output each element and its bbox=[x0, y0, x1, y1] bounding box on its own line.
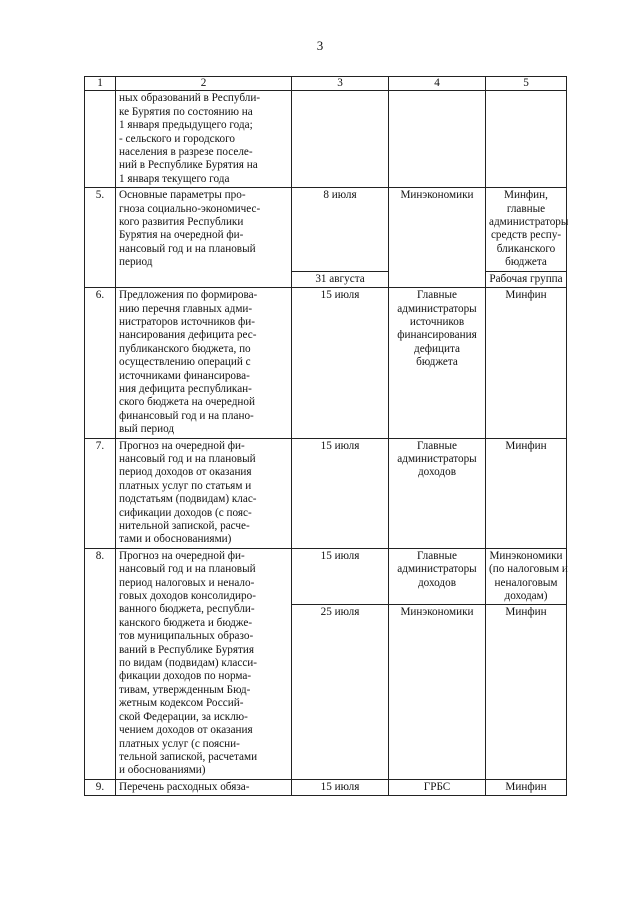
row-recipient: Минфин bbox=[486, 438, 567, 548]
desc-line: Прогноз на очередной фи- bbox=[119, 439, 245, 452]
row-responsible bbox=[389, 91, 486, 188]
desc-line: финансовый год и на плано- bbox=[119, 409, 254, 422]
desc-line: сификации доходов (с пояс- bbox=[119, 506, 252, 519]
desc-line: нистраторов источников фи- bbox=[119, 315, 255, 328]
row-responsible bbox=[389, 438, 486, 548]
desc-line: подстатьям (подвидам) клас- bbox=[119, 493, 257, 506]
header-cell-5: 5 bbox=[486, 77, 567, 91]
desc-line: ванного бюджета, республи- bbox=[119, 603, 255, 616]
desc-line: период доходов от оказания bbox=[119, 466, 252, 479]
row-date: 8 июля bbox=[292, 188, 389, 271]
row-description bbox=[116, 779, 292, 795]
recipient-line: бюджета bbox=[505, 256, 547, 269]
table-row-5 bbox=[85, 188, 567, 271]
desc-line: Основные параметры про- bbox=[119, 189, 246, 202]
header-row bbox=[85, 77, 567, 91]
desc-line: нансовый год и на плановый bbox=[119, 242, 256, 255]
table-row-continuation bbox=[85, 91, 567, 188]
row-recipient: Рабочая группа bbox=[486, 271, 567, 287]
responsible-line: администраторы bbox=[397, 452, 477, 465]
desc-line: платных услуг по статьям и bbox=[119, 479, 252, 492]
table-row-8 bbox=[85, 548, 567, 605]
responsible-line: администраторы bbox=[397, 302, 477, 315]
desc-line: источниками финансирова- bbox=[119, 369, 250, 382]
table-row-6 bbox=[85, 288, 567, 438]
page-number: 3 bbox=[316, 38, 324, 53]
responsible-line: Главные bbox=[417, 289, 457, 302]
row-date: 15 июля bbox=[292, 438, 389, 548]
header-cell-4: 4 bbox=[389, 77, 486, 91]
desc-line: ке Бурятия по состоянию на bbox=[119, 105, 253, 118]
desc-line: - сельского и городского bbox=[119, 132, 235, 145]
desc-line: нансовый год и на плановый bbox=[119, 563, 256, 576]
header-cell-3: 3 bbox=[292, 77, 389, 91]
desc-line: публиканского бюджета, по bbox=[119, 342, 251, 355]
row-number: 8. bbox=[85, 548, 116, 779]
row-date: 25 июля bbox=[292, 605, 389, 779]
desc-line: период bbox=[119, 256, 153, 269]
desc-line: вый период bbox=[119, 423, 175, 436]
desc-line: 1 января текущего года bbox=[119, 172, 230, 185]
desc-line: ской Федерации, за исклю- bbox=[119, 710, 248, 723]
desc-line: ния дефицита республикан- bbox=[119, 382, 252, 395]
recipient-line: Минэкономики bbox=[489, 549, 563, 562]
desc-line: нию перечня главных адми- bbox=[119, 302, 253, 315]
responsible-line: Главные bbox=[417, 549, 457, 562]
row-date: 15 июля bbox=[292, 779, 389, 795]
desc-line: тивам, утвержденным Бюд- bbox=[119, 683, 251, 696]
desc-line: Предложения по формирова- bbox=[119, 289, 258, 302]
row-responsible: ГРБС bbox=[389, 779, 486, 795]
row-recipient: Минфин bbox=[486, 288, 567, 438]
desc-line: населения в разрезе поселе- bbox=[119, 146, 253, 159]
row-date: 15 июля bbox=[292, 548, 389, 605]
responsible-line: источников bbox=[409, 315, 465, 328]
recipient-line: (по налоговым и bbox=[489, 563, 568, 576]
recipient-line: неналоговым bbox=[494, 576, 558, 589]
row-responsible: Минэкономики bbox=[389, 188, 486, 288]
row-date: 31 августа bbox=[292, 271, 389, 287]
row-recipient bbox=[486, 188, 567, 271]
desc-line: ний в Республике Бурятия на bbox=[119, 159, 258, 172]
desc-line: осуществлению операций с bbox=[119, 356, 251, 369]
table-row-7 bbox=[85, 438, 567, 548]
desc-line: платных услуг (с поясни- bbox=[119, 737, 240, 750]
row-description bbox=[116, 438, 292, 548]
desc-line: Прогноз на очередной фи- bbox=[119, 549, 245, 562]
row-recipient bbox=[486, 548, 567, 605]
responsible-line: финансирования bbox=[397, 329, 477, 342]
recipient-line: администраторы bbox=[489, 216, 569, 229]
desc-line: тами и обоснованиями) bbox=[119, 533, 232, 546]
row-description bbox=[116, 188, 292, 288]
header-cell-2: 2 bbox=[116, 77, 292, 91]
row-date: 15 июля bbox=[292, 288, 389, 438]
desc-line: ных образований в Республи- bbox=[119, 92, 261, 105]
row-number: 6. bbox=[85, 288, 116, 438]
row-description bbox=[116, 288, 292, 438]
row-number bbox=[85, 91, 116, 188]
desc-line: фикации доходов по норма- bbox=[119, 670, 252, 683]
desc-line: 1 января предыдущего года; bbox=[119, 119, 253, 132]
desc-line: по видам (подвидам) класси- bbox=[119, 657, 258, 670]
desc-line: кого развития Республики bbox=[119, 216, 244, 229]
row-recipient: Минфин bbox=[486, 779, 567, 795]
row-responsible: Минэкономики bbox=[389, 605, 486, 779]
row-recipient bbox=[486, 91, 567, 188]
responsible-line: Главные bbox=[417, 439, 457, 452]
row-responsible bbox=[389, 288, 486, 438]
responsible-line: доходов bbox=[417, 576, 456, 589]
recipient-line: средств респу- bbox=[490, 229, 562, 242]
table-row-9 bbox=[85, 779, 567, 795]
recipient-line: Минфин, bbox=[504, 189, 548, 202]
desc-line: нансирования дефицита рес- bbox=[119, 329, 257, 342]
row-recipient: Минфин bbox=[486, 605, 567, 779]
row-description bbox=[116, 91, 292, 188]
recipient-line: бликанского bbox=[496, 242, 556, 255]
row-date bbox=[292, 91, 389, 188]
desc-line: Бурятия на очередной фи- bbox=[119, 229, 244, 242]
desc-line: гноза социально-экономичес- bbox=[119, 202, 261, 215]
row-responsible bbox=[389, 548, 486, 605]
desc-line: ского бюджета на очередной bbox=[119, 396, 255, 409]
responsible-line: администраторы bbox=[397, 563, 477, 576]
recipient-line: главные bbox=[506, 202, 546, 215]
row-number: 7. bbox=[85, 438, 116, 548]
desc-line: говых доходов консолидиро- bbox=[119, 590, 256, 603]
desc-line: Перечень расходных обяза- bbox=[119, 780, 250, 793]
schedule-table bbox=[84, 76, 567, 796]
desc-line: нансовый год и на плановый bbox=[119, 452, 256, 465]
desc-line: и обоснованиями) bbox=[119, 764, 206, 777]
responsible-line: бюджета bbox=[416, 356, 458, 369]
desc-line: тов муниципальных образо- bbox=[119, 630, 254, 643]
header-cell-1: 1 bbox=[85, 77, 116, 91]
responsible-line: доходов bbox=[417, 466, 456, 479]
desc-line: тельной запиской, расчетами bbox=[119, 750, 258, 763]
desc-line: жетным кодексом Россий- bbox=[119, 697, 244, 710]
row-number: 5. bbox=[85, 188, 116, 288]
desc-line: ваний в Республике Бурятия bbox=[119, 643, 255, 656]
desc-line: период налоговых и ненало- bbox=[119, 576, 255, 589]
desc-line: канского бюджета и бюдже- bbox=[119, 616, 253, 629]
recipient-line: доходам) bbox=[504, 590, 548, 603]
row-number: 9. bbox=[85, 779, 116, 795]
responsible-line: дефицита bbox=[414, 342, 460, 355]
row-description bbox=[116, 548, 292, 779]
desc-line: нительной запиской, расче- bbox=[119, 520, 250, 532]
desc-line: чением доходов от оказания bbox=[119, 724, 253, 737]
